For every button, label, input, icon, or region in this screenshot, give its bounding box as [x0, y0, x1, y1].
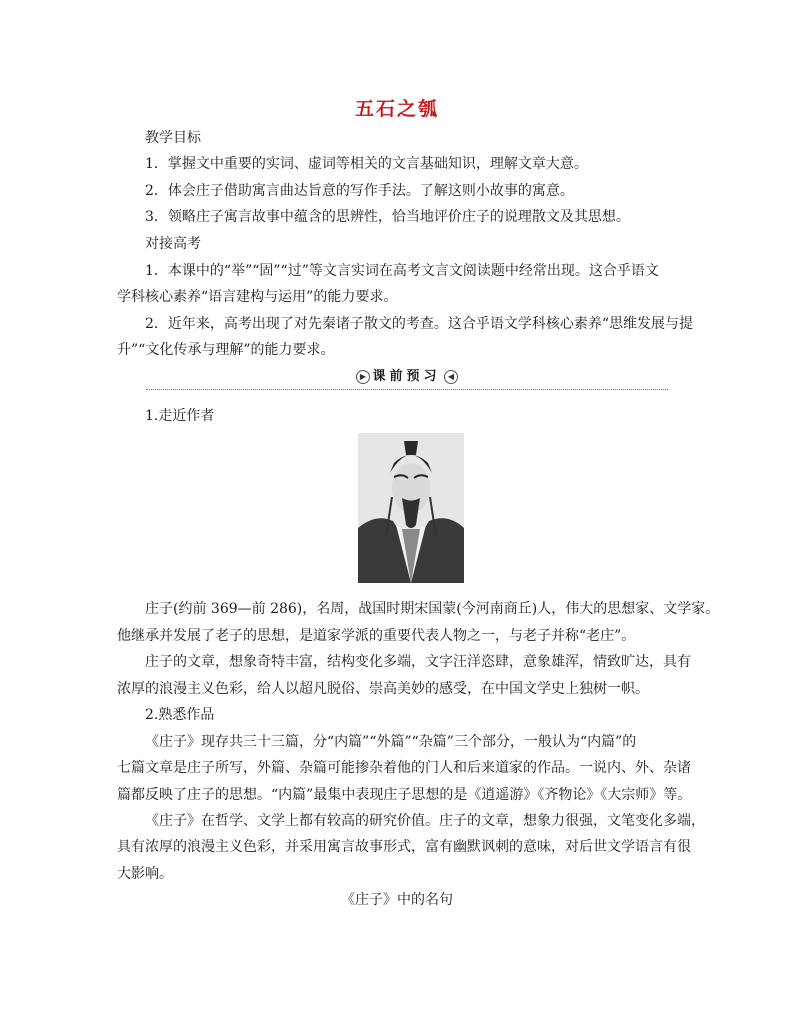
section-divider — [146, 368, 668, 390]
teaching-goals-heading: 教学目标 — [145, 130, 201, 146]
zhuangzi-portrait — [358, 433, 464, 583]
works-p1-line2: 七篇文章是庄子所写，外篇、杂篇可能掺杂着他的门人和后来道家的作品。一说内、外、杂诸 — [117, 760, 691, 776]
exam-link-heading: 对接高考 — [145, 236, 201, 252]
page-title: 五石之瓠 — [354, 98, 439, 120]
goal-item-2: 2．体会庄子借助寓言曲达旨意的写作手法。了解这则小故事的寓意。 — [145, 183, 574, 199]
works-p1-line1: 《庄子》现存共三十三篇，分“内篇”“外篇”“杂篇”三个部分，一般认为“内篇”的 — [145, 734, 637, 750]
famous-quotes-heading: 《庄子》中的名句 — [341, 892, 453, 908]
works-p1-line3: 篇都反映了庄子的思想。“内篇”最集中表现庄子思想的是《逍遥游》《齐物论》《大宗师》等。 — [117, 787, 692, 803]
dotted-rule — [146, 389, 668, 390]
author-p2-line1: 庄子的文章，想象奇特丰富，结构变化多端，文字汪洋恣肆，意象雄浑，情致旷达，具有 — [145, 654, 691, 670]
exam-link-p1-line2: 学科核心素养“语言建构与运用”的能力要求。 — [117, 289, 398, 305]
exam-link-p2-line1: 2．近年来，高考出现了对先秦诸子散文的考查。这合乎语文学科核心素养“思维发展与提 — [145, 316, 694, 332]
author-p1-line1: 庄子(约前 369—前 286)，名周，战国时期宋国蒙(今河南商丘)人，伟大的思想家、文学家。 — [145, 601, 720, 617]
author-p2-line2: 浓厚的浪漫主义色彩，给人以超凡脱俗、崇高美妙的感受，在中国文学史上独树一帜。 — [117, 681, 649, 697]
play-right-icon: ▶ — [356, 370, 370, 384]
works-p2-line2: 具有浓厚的浪漫主义色彩，并采用寓言故事形式，富有幽默讽刺的意味，对后世文学语言有很 — [117, 839, 691, 855]
goal-item-3: 3．领略庄子寓言故事中蕴含的思辨性，恰当地评价庄子的说理散文及其思想。 — [145, 209, 630, 225]
goal-item-1: 1．掌握文中重要的实词、虚词等相关的文言基础知识，理解文章大意。 — [145, 156, 588, 172]
author-p1-line2: 他继承并发展了老子的思想，是道家学派的重要代表人物之一，与老子并称“老庄”。 — [117, 628, 636, 644]
works-p2-line1: 《庄子》在哲学、文学上都有较高的研究价值。庄子的文章，想象力很强，文笔变化多端， — [145, 813, 705, 829]
exam-link-p2-line2: 升”“文化传承与理解”的能力要求。 — [117, 342, 335, 358]
author-heading: 1.走近作者 — [145, 408, 215, 424]
works-heading: 2.熟悉作品 — [145, 707, 215, 723]
section-label: 课前预习 — [372, 369, 441, 384]
works-p2-line3: 大影响。 — [117, 866, 173, 882]
play-left-icon: ◀ — [444, 370, 458, 384]
exam-link-p1-line1: 1．本课中的“举”“固”“过”等文言实词在高考文言文阅读题中经常出现。这合乎语文 — [145, 263, 659, 279]
